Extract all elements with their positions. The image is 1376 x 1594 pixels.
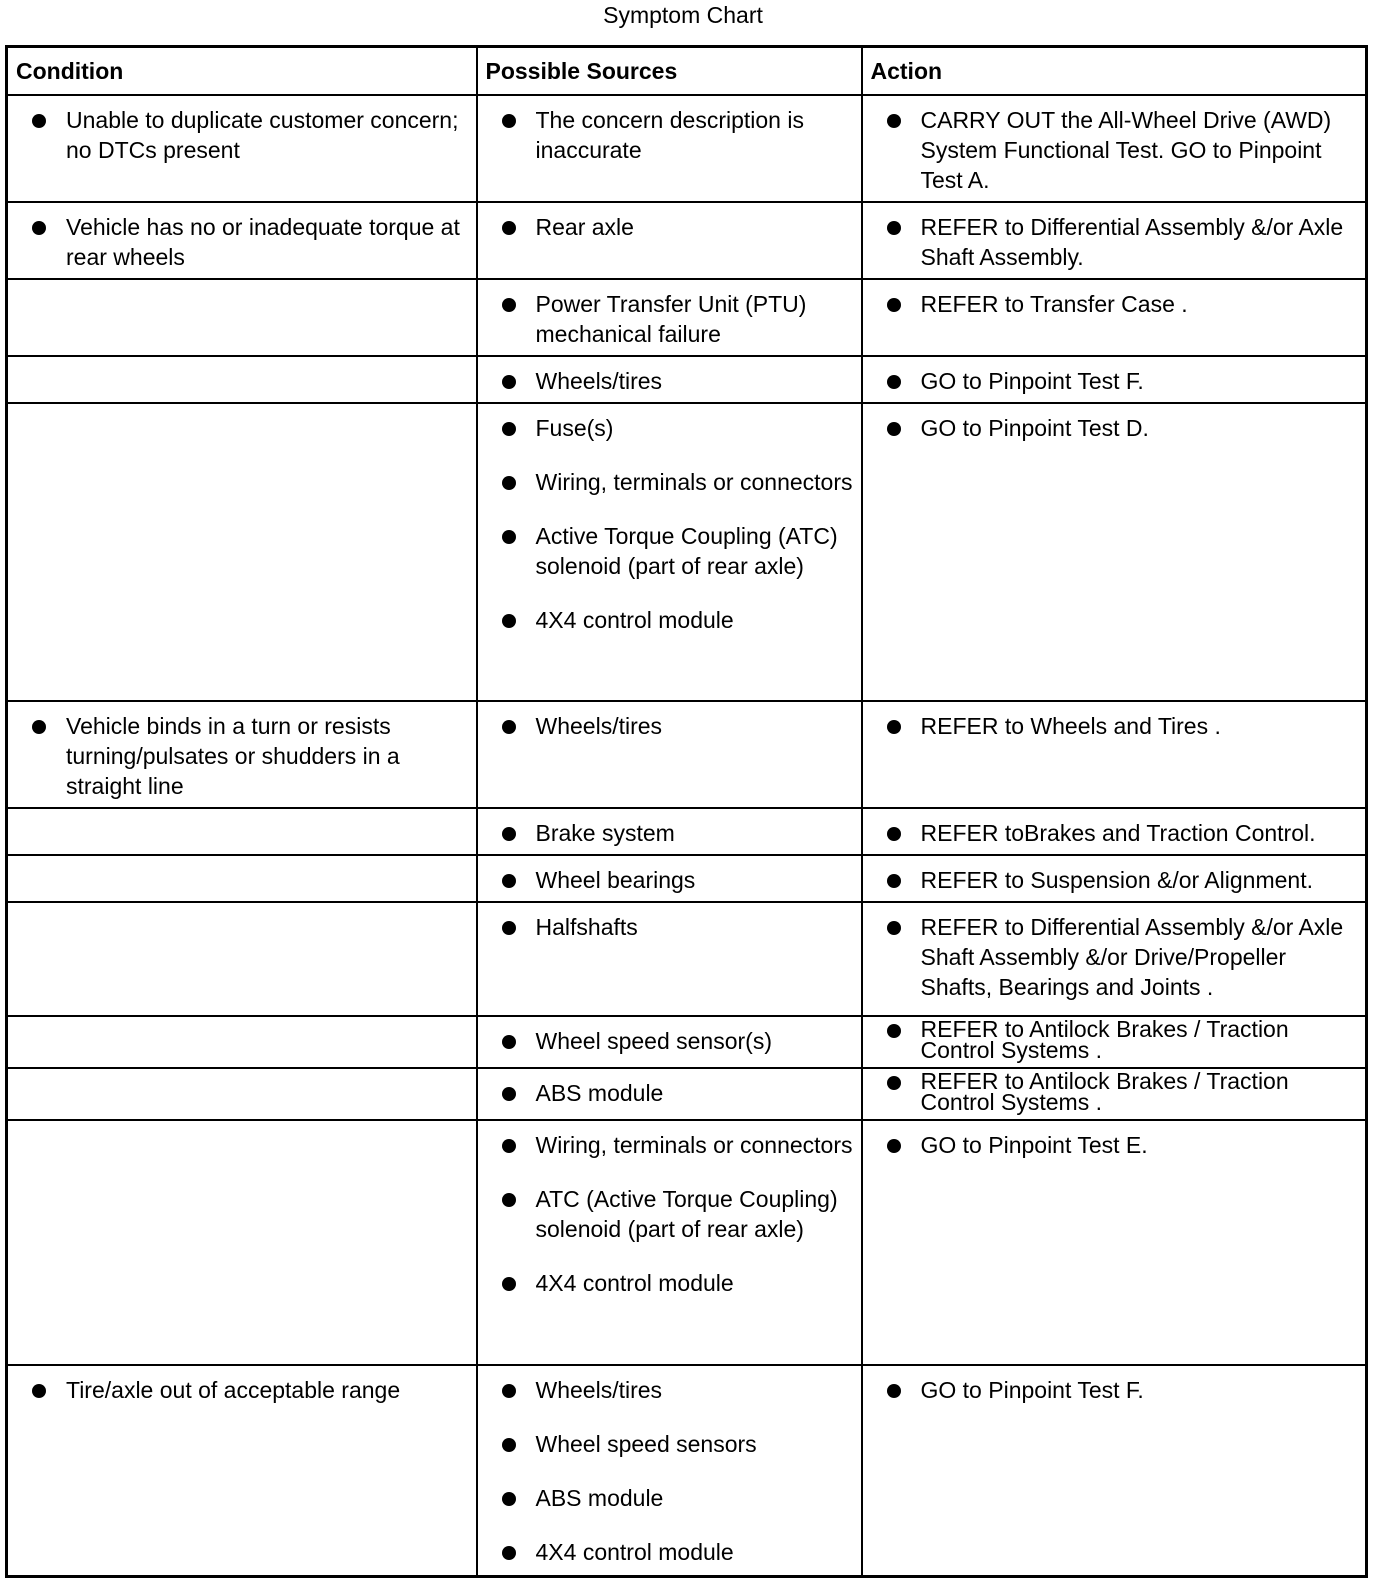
list-item — [863, 1067, 1360, 1115]
bullet-icon — [887, 1076, 901, 1090]
bullet-list — [863, 1069, 1366, 1119]
action-cell — [862, 202, 1367, 279]
bullet-list — [863, 809, 1366, 854]
possible-sources-cell — [477, 95, 862, 202]
bullet-icon — [502, 921, 516, 935]
action-cell — [862, 701, 1367, 808]
list-item — [478, 521, 855, 581]
list-item-text: Vehicle has no or inadequate torque at rear wheels — [66, 213, 460, 270]
bullet-icon — [502, 298, 516, 312]
action-cell — [862, 855, 1367, 902]
list-item-text: Unable to duplicate customer concern; no DTCs present — [66, 106, 459, 163]
list-item-text: GO to Pinpoint Test F. — [920, 1376, 1144, 1403]
bullet-icon — [887, 422, 901, 436]
bullet-icon — [32, 114, 46, 128]
list-item-text: REFER to Differential Assembly &/or Axle Shaft Assembly &/or Drive/Propeller Shafts, Bearings and Joints . — [920, 913, 1344, 1000]
bullet-list — [863, 1121, 1366, 1166]
possible-sources-cell — [477, 855, 862, 902]
bullet-icon — [32, 1384, 46, 1398]
list-item-text: Wiring, terminals or connectors — [535, 468, 853, 495]
condition-cell — [7, 356, 477, 403]
possible-sources-cell — [477, 1365, 862, 1577]
list-item — [863, 711, 1360, 741]
possible-sources-cell — [477, 808, 862, 855]
list-item — [478, 912, 855, 942]
list-item — [863, 413, 1360, 443]
list-item-text: Wiring, terminals or connectors — [535, 1131, 853, 1158]
list-item — [478, 1483, 855, 1513]
list-item — [863, 289, 1360, 319]
bullet-list — [478, 903, 861, 948]
bullet-list — [478, 96, 861, 171]
bullet-icon — [502, 614, 516, 628]
action-cell — [862, 808, 1367, 855]
action-cell — [862, 95, 1367, 202]
list-item-text: REFER to Differential Assembly &/or Axle Shaft Assembly. — [920, 213, 1344, 270]
bullet-list — [863, 1017, 1366, 1067]
action-cell — [862, 403, 1367, 701]
list-item-text: REFER to Antilock Brakes / Traction Control Systems . — [920, 1015, 1289, 1063]
bullet-list — [478, 1069, 861, 1114]
list-item-text: Wheels/tires — [535, 712, 663, 739]
bullet-icon — [502, 114, 516, 128]
bullet-icon — [887, 1139, 901, 1153]
list-item — [478, 413, 855, 443]
bullet-icon — [32, 221, 46, 235]
list-item — [8, 1375, 470, 1405]
bullet-icon — [32, 720, 46, 734]
bullet-list — [863, 96, 1366, 201]
list-item — [478, 1268, 855, 1298]
bullet-list — [478, 856, 861, 901]
list-item-text: REFER to Antilock Brakes / Traction Control Systems . — [920, 1067, 1289, 1115]
column-header-condition: Condition — [7, 47, 477, 95]
list-item — [478, 1429, 855, 1459]
list-item-text: 4X4 control module — [535, 1269, 734, 1296]
list-item — [8, 212, 470, 272]
list-item — [863, 865, 1360, 895]
list-item-text: GO to Pinpoint Test E. — [920, 1131, 1148, 1158]
table-body — [7, 95, 1367, 1577]
condition-cell — [7, 1016, 477, 1068]
list-item-text: Tire/axle out of acceptable range — [66, 1376, 401, 1403]
table-row — [7, 95, 1367, 202]
bullet-icon — [887, 298, 901, 312]
bullet-list — [478, 702, 861, 747]
symptom-table — [5, 45, 1368, 1578]
table-row — [7, 902, 1367, 1016]
bullet-icon — [887, 921, 901, 935]
header-row — [7, 47, 1367, 95]
list-item — [8, 711, 470, 801]
list-item-text: Brake system — [535, 819, 675, 846]
column-header-possible-sources: Possible Sources — [477, 47, 862, 95]
list-item — [863, 912, 1360, 1002]
possible-sources-cell — [477, 902, 862, 1016]
bullet-list — [863, 702, 1366, 747]
bullet-list — [863, 280, 1366, 325]
list-item-text: GO to Pinpoint Test D. — [920, 414, 1149, 441]
list-item-text: Power Transfer Unit (PTU) mechanical failure — [535, 290, 807, 347]
list-item — [863, 1130, 1360, 1160]
list-item — [863, 818, 1360, 848]
list-item — [478, 605, 855, 635]
bullet-icon — [887, 114, 901, 128]
table-row — [7, 279, 1367, 356]
table-row — [7, 1068, 1367, 1120]
list-item — [863, 366, 1360, 396]
bullet-list — [478, 280, 861, 355]
bullet-icon — [502, 1277, 516, 1291]
condition-cell — [7, 902, 477, 1016]
table-row — [7, 808, 1367, 855]
list-item-text: Wheels/tires — [535, 1376, 663, 1403]
table-row — [7, 356, 1367, 403]
bullet-icon — [502, 476, 516, 490]
bullet-icon — [502, 1035, 516, 1049]
bullet-list — [478, 1017, 861, 1062]
page-title: Symptom Chart — [603, 2, 763, 28]
bullet-icon — [887, 720, 901, 734]
list-item-text: Vehicle binds in a turn or resists turning/pulsates or shudders in a straight line — [66, 712, 400, 799]
possible-sources-cell — [477, 279, 862, 356]
bullet-icon — [502, 1492, 516, 1506]
list-item-text: Wheel speed sensors — [535, 1430, 757, 1457]
action-cell — [862, 902, 1367, 1016]
bullet-icon — [502, 1438, 516, 1452]
possible-sources-cell — [477, 1016, 862, 1068]
bullet-list — [478, 357, 861, 402]
action-cell — [862, 356, 1367, 403]
bullet-icon — [502, 1139, 516, 1153]
bullet-icon — [887, 1384, 901, 1398]
bullet-list — [478, 809, 861, 854]
list-item-text: Rear axle — [535, 213, 634, 240]
bullet-icon — [502, 1087, 516, 1101]
list-item — [478, 818, 855, 848]
bullet-icon — [887, 874, 901, 888]
possible-sources-cell — [477, 1068, 862, 1120]
list-item-text: ABS module — [535, 1484, 664, 1511]
condition-cell — [7, 279, 477, 356]
possible-sources-cell — [477, 1120, 862, 1365]
list-item-text: Active Torque Coupling (ATC) solenoid (part of rear axle) — [535, 522, 838, 579]
list-item — [863, 1375, 1360, 1405]
table-row — [7, 1120, 1367, 1365]
list-item-text: 4X4 control module — [535, 1538, 734, 1565]
bullet-icon — [502, 1384, 516, 1398]
list-item — [863, 1015, 1360, 1063]
table-row — [7, 403, 1367, 701]
action-cell — [862, 279, 1367, 356]
bullet-icon — [502, 530, 516, 544]
bullet-icon — [502, 1193, 516, 1207]
list-item-text: REFER to Suspension &/or Alignment. — [920, 866, 1313, 893]
list-item-text: Wheel bearings — [535, 866, 696, 893]
list-item — [478, 1026, 855, 1056]
bullet-list — [8, 203, 476, 278]
list-item — [478, 711, 855, 741]
bullet-icon — [502, 874, 516, 888]
condition-cell — [7, 1365, 477, 1577]
list-item-text: REFER to Wheels and Tires . — [920, 712, 1221, 739]
possible-sources-cell — [477, 202, 862, 279]
bullet-icon — [887, 827, 901, 841]
bullet-icon — [502, 375, 516, 389]
bullet-icon — [502, 221, 516, 235]
list-item — [478, 1375, 855, 1405]
bullet-list — [8, 1366, 476, 1411]
condition-cell — [7, 1068, 477, 1120]
bullet-list — [478, 1121, 861, 1304]
list-item — [478, 212, 855, 242]
list-item-text: 4X4 control module — [535, 606, 734, 633]
bullet-list — [863, 856, 1366, 901]
list-item-text: Halfshafts — [535, 913, 638, 940]
bullet-icon — [502, 827, 516, 841]
condition-cell — [7, 1120, 477, 1365]
list-item-text: GO to Pinpoint Test F. — [920, 367, 1144, 394]
bullet-list — [863, 203, 1366, 278]
list-item — [478, 1130, 855, 1160]
list-item-text: ABS module — [535, 1079, 664, 1106]
bullet-icon — [502, 1546, 516, 1560]
list-item-text: Fuse(s) — [535, 414, 614, 441]
possible-sources-cell — [477, 403, 862, 701]
bullet-list — [8, 96, 476, 171]
column-header-action: Action — [862, 47, 1367, 95]
bullet-icon — [502, 422, 516, 436]
list-item — [478, 366, 855, 396]
list-item — [478, 865, 855, 895]
list-item — [478, 467, 855, 497]
bullet-list — [863, 404, 1366, 449]
list-item-text: CARRY OUT the All-Wheel Drive (AWD) System Functional Test. GO to Pinpoint Test A. — [920, 106, 1332, 193]
bullet-icon — [887, 221, 901, 235]
condition-cell — [7, 701, 477, 808]
action-cell — [862, 1120, 1367, 1365]
table-row — [7, 1365, 1367, 1577]
list-item — [478, 1184, 855, 1244]
list-item-text: REFER toBrakes and Traction Control. — [920, 819, 1316, 846]
list-item — [8, 105, 470, 165]
list-item — [478, 1537, 855, 1567]
list-item — [863, 105, 1360, 195]
condition-cell — [7, 95, 477, 202]
condition-cell — [7, 855, 477, 902]
table-row — [7, 202, 1367, 279]
condition-cell — [7, 202, 477, 279]
action-cell — [862, 1068, 1367, 1120]
bullet-list — [478, 404, 861, 641]
action-cell — [862, 1365, 1367, 1577]
list-item-text: Wheel speed sensor(s) — [535, 1027, 772, 1054]
list-item-text: Wheels/tires — [535, 367, 663, 394]
list-item — [863, 212, 1360, 272]
bullet-icon — [887, 375, 901, 389]
possible-sources-cell — [477, 701, 862, 808]
action-cell — [862, 1016, 1367, 1068]
table-row — [7, 701, 1367, 808]
bullet-list — [8, 702, 476, 807]
list-item-text: ATC (Active Torque Coupling) solenoid (part of rear axle) — [535, 1185, 838, 1242]
bullet-list — [863, 1366, 1366, 1411]
bullet-list — [478, 203, 861, 248]
list-item — [478, 105, 855, 165]
bullet-list — [863, 357, 1366, 402]
list-item-text: The concern description is inaccurate — [535, 106, 804, 163]
possible-sources-cell — [477, 356, 862, 403]
list-item — [478, 289, 855, 349]
list-item-text: REFER to Transfer Case . — [920, 290, 1188, 317]
list-item — [478, 1078, 855, 1108]
bullet-list — [478, 1366, 861, 1573]
bullet-list — [863, 903, 1366, 1008]
condition-cell — [7, 808, 477, 855]
table-row — [7, 1016, 1367, 1068]
bullet-icon — [887, 1024, 901, 1038]
condition-cell — [7, 403, 477, 701]
bullet-icon — [502, 720, 516, 734]
table-row — [7, 855, 1367, 902]
